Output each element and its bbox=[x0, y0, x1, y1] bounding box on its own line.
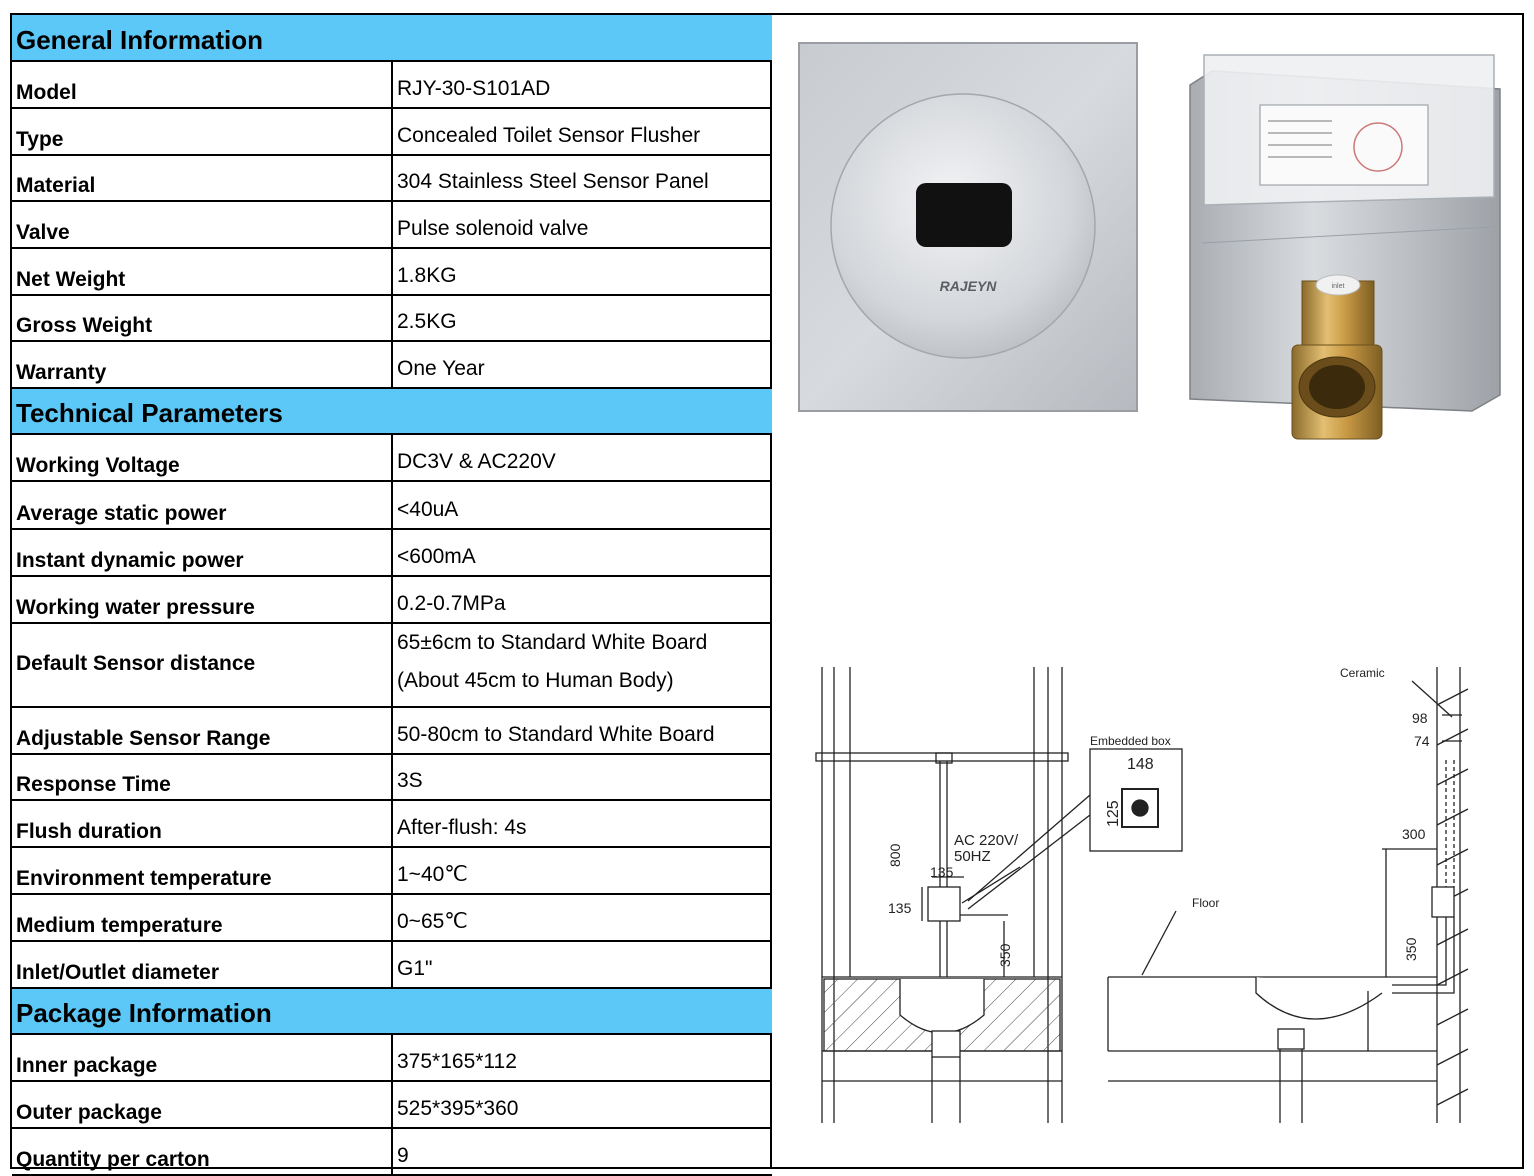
spec-label: Inner package bbox=[12, 1034, 392, 1081]
right-height-350-label: 350 bbox=[1403, 937, 1419, 961]
dim-98-label: 98 bbox=[1412, 710, 1428, 726]
spec-value: 2.5KG bbox=[392, 295, 772, 341]
spec-label: Working water pressure bbox=[12, 576, 392, 623]
spec-row bbox=[12, 481, 772, 529]
spec-value: <600mA bbox=[392, 529, 772, 576]
spec-row bbox=[12, 295, 772, 341]
spec-value: 1~40℃ bbox=[392, 847, 772, 894]
spec-value: G1" bbox=[392, 941, 772, 988]
section-title: General Information bbox=[12, 15, 772, 61]
spec-value: 3S bbox=[392, 754, 772, 800]
spec-label: Gross Weight bbox=[12, 295, 392, 341]
spec-value: 0~65℃ bbox=[392, 894, 772, 941]
spec-row bbox=[12, 61, 772, 108]
illustrations-svg bbox=[772, 15, 1524, 1171]
spec-label: Working Voltage bbox=[12, 434, 392, 481]
spec-label: Material bbox=[12, 155, 392, 201]
spec-label: Adjustable Sensor Range bbox=[12, 707, 392, 754]
spec-row bbox=[12, 155, 772, 201]
section-header-row bbox=[12, 388, 772, 434]
spec-label: Valve bbox=[12, 201, 392, 248]
sensor-width-label: 135 bbox=[930, 864, 954, 880]
left-height-350-label: 350 bbox=[997, 943, 1013, 967]
spec-row bbox=[12, 108, 772, 155]
spec-row bbox=[12, 1081, 772, 1128]
spec-row bbox=[12, 434, 772, 481]
spec-value: Pulse solenoid valve bbox=[392, 201, 772, 248]
spec-label: Outer package bbox=[12, 1081, 392, 1128]
spec-table-panel bbox=[12, 15, 772, 1171]
dim-74-label: 74 bbox=[1414, 733, 1430, 749]
spec-value: 0.2-0.7MPa bbox=[392, 576, 772, 623]
spec-value: <40uA bbox=[392, 481, 772, 529]
spec-value: 525*395*360 bbox=[392, 1081, 772, 1128]
spec-value: 304 Stainless Steel Sensor Panel bbox=[392, 155, 772, 201]
section-header-row bbox=[12, 988, 772, 1034]
spec-row bbox=[12, 341, 772, 388]
valve-tag-text: inlet bbox=[1331, 283, 1345, 290]
spec-value: 9 bbox=[392, 1128, 772, 1175]
spec-row bbox=[12, 623, 772, 707]
section-title: Technical Parameters bbox=[12, 388, 772, 434]
spec-row bbox=[12, 800, 772, 847]
spec-row bbox=[12, 1128, 772, 1175]
sensor-height-label: 135 bbox=[888, 900, 912, 916]
spec-value bbox=[392, 623, 772, 707]
panel-brand-text: RAJEYN bbox=[939, 278, 997, 294]
ceramic-label: Ceramic bbox=[1340, 666, 1385, 680]
spec-value: 50-80cm to Standard White Board bbox=[392, 707, 772, 754]
spec-row bbox=[12, 529, 772, 576]
height-800-label: 800 bbox=[887, 843, 903, 867]
floor-label: Floor bbox=[1192, 896, 1220, 910]
spec-value: One Year bbox=[392, 341, 772, 388]
spec-value: 375*165*112 bbox=[392, 1034, 772, 1081]
power-label-2: 50HZ bbox=[954, 848, 991, 865]
spec-table bbox=[12, 15, 772, 1176]
spec-value-line: 65±6cm to Standard White Board bbox=[397, 631, 708, 654]
section-title: Package Information bbox=[12, 988, 772, 1034]
spec-row bbox=[12, 1034, 772, 1081]
spec-row bbox=[12, 576, 772, 623]
sensor-panel-photo bbox=[799, 43, 1137, 411]
box-width-label: 148 bbox=[1127, 756, 1154, 773]
box-height-label: 125 bbox=[1105, 800, 1122, 827]
spec-row bbox=[12, 707, 772, 754]
spec-row bbox=[12, 248, 772, 295]
spec-sheet bbox=[10, 13, 1524, 1169]
spec-label: Response Time bbox=[12, 754, 392, 800]
spec-row bbox=[12, 201, 772, 248]
spec-value: RJY-30-S101AD bbox=[392, 61, 772, 108]
spec-row bbox=[12, 847, 772, 894]
illustration-panel bbox=[772, 15, 1524, 1167]
power-label-1: AC 220V/ bbox=[954, 832, 1019, 849]
spec-label: Instant dynamic power bbox=[12, 529, 392, 576]
spec-value: DC3V & AC220V bbox=[392, 434, 772, 481]
spec-label: Default Sensor distance bbox=[12, 623, 392, 707]
spec-label: Flush duration bbox=[12, 800, 392, 847]
spec-label: Environment temperature bbox=[12, 847, 392, 894]
spec-label: Quantity per carton bbox=[12, 1128, 392, 1175]
spec-label: Warranty bbox=[12, 341, 392, 388]
sensor-window bbox=[916, 183, 1012, 247]
spec-value: After-flush: 4s bbox=[392, 800, 772, 847]
spec-label: Type bbox=[12, 108, 392, 155]
spec-label: Inlet/Outlet diameter bbox=[12, 941, 392, 988]
spec-value: 1.8KG bbox=[392, 248, 772, 295]
spec-label: Average static power bbox=[12, 481, 392, 529]
embedded-box-label: Embedded box bbox=[1090, 734, 1171, 748]
spec-row bbox=[12, 754, 772, 800]
spec-value-line: (About 45cm to Human Body) bbox=[397, 669, 674, 692]
spec-label: Model bbox=[12, 61, 392, 108]
section-header-row bbox=[12, 15, 772, 61]
spec-row bbox=[12, 894, 772, 941]
valve-box-photo bbox=[1190, 55, 1500, 439]
dim-300-label: 300 bbox=[1402, 826, 1426, 842]
spec-label: Medium temperature bbox=[12, 894, 392, 941]
spec-value: Concealed Toilet Sensor Flusher bbox=[392, 108, 772, 155]
spec-label: Net Weight bbox=[12, 248, 392, 295]
spec-row bbox=[12, 941, 772, 988]
